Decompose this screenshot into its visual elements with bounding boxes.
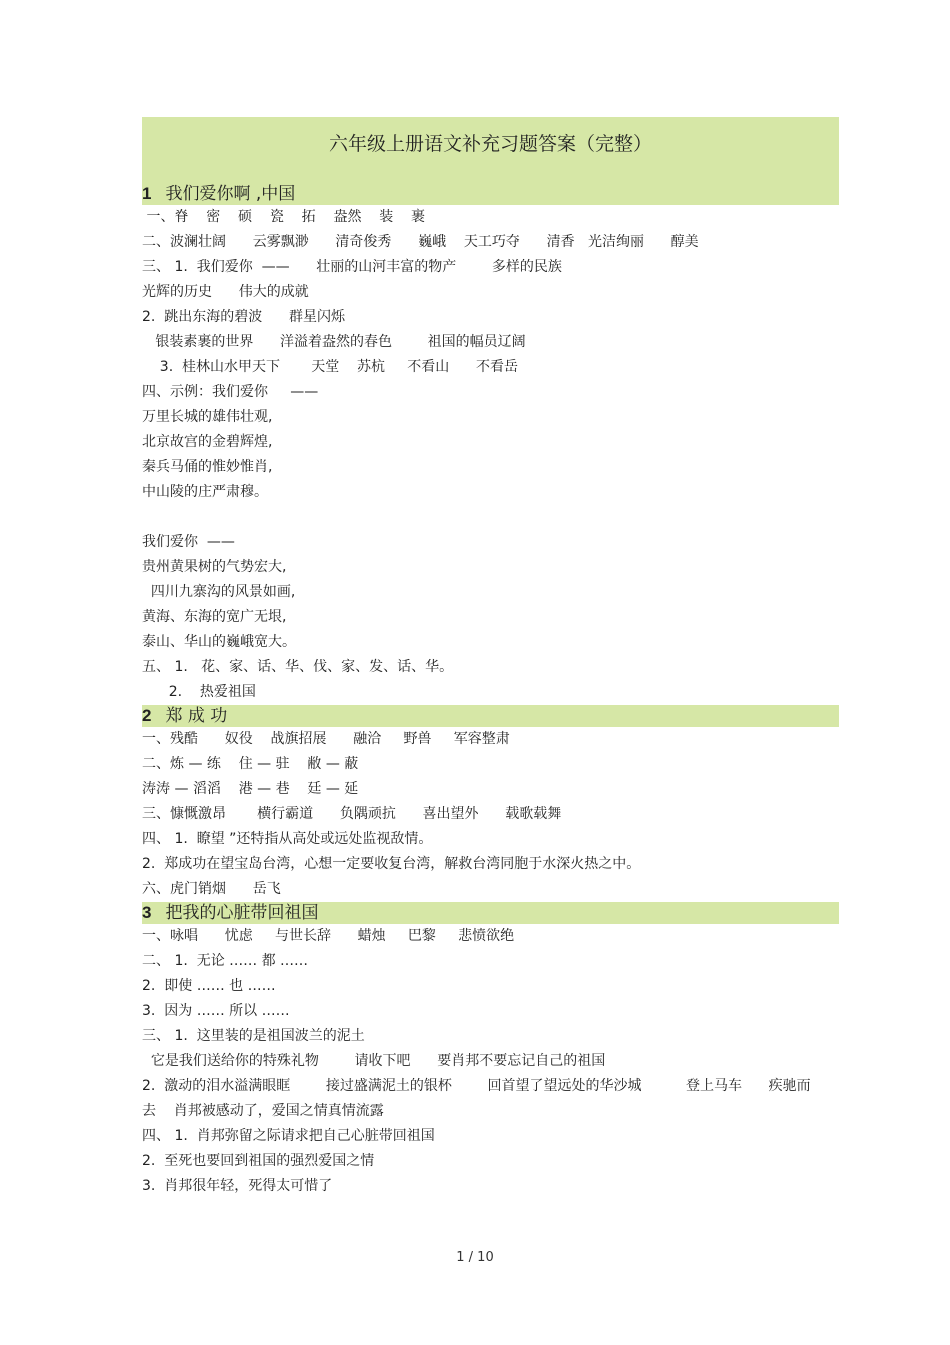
answer-line: 四、 1. 瞭望 ”还特指从高处或远处监视敌情。 <box>142 831 433 847</box>
answer-line: 三、慷慨激昂 横行霸道 负隅顽抗 喜出望外 载歌载舞 <box>142 806 562 822</box>
section-number: 3 <box>142 903 152 922</box>
answer-line: 2. 热爱祖国 <box>142 684 256 700</box>
sections-container <box>142 183 839 1199</box>
answer-line: 四川九寨沟的风景如画, <box>142 584 296 600</box>
answer-line: 三、 1. 我们爱你 —— 壮丽的山河丰富的物产 多样的民族 <box>142 259 562 275</box>
answer-line: 2. 至死也要回到祖国的强烈爱国之情 <box>142 1153 375 1169</box>
answer-line: 2. 跳出东海的碧波 群星闪烁 <box>142 309 345 325</box>
answer-line: 二、 1. 无论 …… 都 …… <box>142 953 309 969</box>
answer-line: 六、虎门销烟 岳飞 <box>142 881 281 897</box>
answer-line: 3. 因为 …… 所以 …… <box>142 1003 290 1019</box>
answer-line: 中山陵的庄严肃穆。 <box>142 484 268 500</box>
section-heading <box>142 183 839 205</box>
section-heading <box>142 705 839 727</box>
answer-line: 万里长城的雄伟壮观, <box>142 409 273 425</box>
section-title: 郑 成 功 <box>165 706 228 726</box>
answer-line: 四、 1. 肖邦弥留之际请求把自己心脏带回祖国 <box>142 1128 435 1144</box>
answer-line: 一、残酷 奴役 战旗招展 融洽 野兽 军容整肃 <box>142 731 510 747</box>
answer-line: 去 肖邦被感动了，爱国之情真情流露 <box>142 1103 384 1119</box>
answer-line: 黄海、东海的宽广无垠, <box>142 609 287 625</box>
section-number: 2 <box>142 706 152 725</box>
title-band <box>142 117 839 183</box>
answer-line: 二、波澜壮阔 云雾飘渺 清奇俊秀 巍峨 天工巧夺 清香 光洁绚丽 醇美 <box>142 234 699 250</box>
section-title: 把我的心脏带回祖国 <box>165 903 319 923</box>
answer-line: 四、示例：我们爱你 —— <box>142 384 319 400</box>
answer-line <box>142 505 839 530</box>
answer-line: 五、 1. 花、家、话、华、伐、家、发、话、华。 <box>142 659 454 675</box>
answer-line: 银装素裹的世界 洋溢着盎然的春色 祖国的幅员辽阔 <box>142 334 526 350</box>
answer-line: 泰山、华山的巍峨宽大。 <box>142 634 296 650</box>
answer-line: 一、脊 密 硕 瓷 拓 盎然 装 裹 <box>142 209 426 225</box>
section-number: 1 <box>142 184 152 203</box>
answer-line: 涛涛 — 滔滔 港 — 巷 廷 — 延 <box>142 781 359 797</box>
answer-line: 2. 郑成功在望宝岛台湾，心想一定要收复台湾，解救台湾同胞于水深火热之中。 <box>142 856 641 872</box>
answer-line: 它是我们送给你的特殊礼物 请收下吧 要肖邦不要忘记自己的祖国 <box>142 1053 606 1069</box>
answer-line: 三、 1. 这里装的是祖国波兰的泥土 <box>142 1028 365 1044</box>
answer-line: 秦兵马俑的惟妙惟肖, <box>142 459 273 475</box>
answer-line: 2. 激动的泪水溢满眼眶 接过盛满泥土的银杯 回首望了望远处的华沙城 登上马车 疾驰而 <box>142 1078 811 1094</box>
answer-line: 北京故宫的金碧辉煌, <box>142 434 273 450</box>
answer-line: 光辉的历史 伟大的成就 <box>142 284 309 300</box>
answer-line: 我们爱你 —— <box>142 534 235 550</box>
answer-line: 3. 肖邦很年轻，死得太可惜了 <box>142 1178 333 1194</box>
page-number: 1 / 10 <box>456 1250 494 1265</box>
section-heading <box>142 902 839 924</box>
answer-line: 贵州黄果树的气势宏大, <box>142 559 287 575</box>
document-page <box>142 117 839 1199</box>
section-title: 我们爱你啊 ,中国 <box>165 184 296 204</box>
document-title: 六年级上册语文补充习题答案（完整） <box>328 133 652 155</box>
answer-line: 一、咏唱 忧虑 与世长辞 蜡烛 巴黎 悲愤欲绝 <box>142 928 515 944</box>
answer-line: 3. 桂林山水甲天下 天堂 苏杭 不看山 不看岳 <box>142 359 518 375</box>
answer-line: 二、炼 — 练 住 — 驻 敝 — 蔽 <box>142 756 359 772</box>
answer-line: 2. 即使 …… 也 …… <box>142 978 276 994</box>
